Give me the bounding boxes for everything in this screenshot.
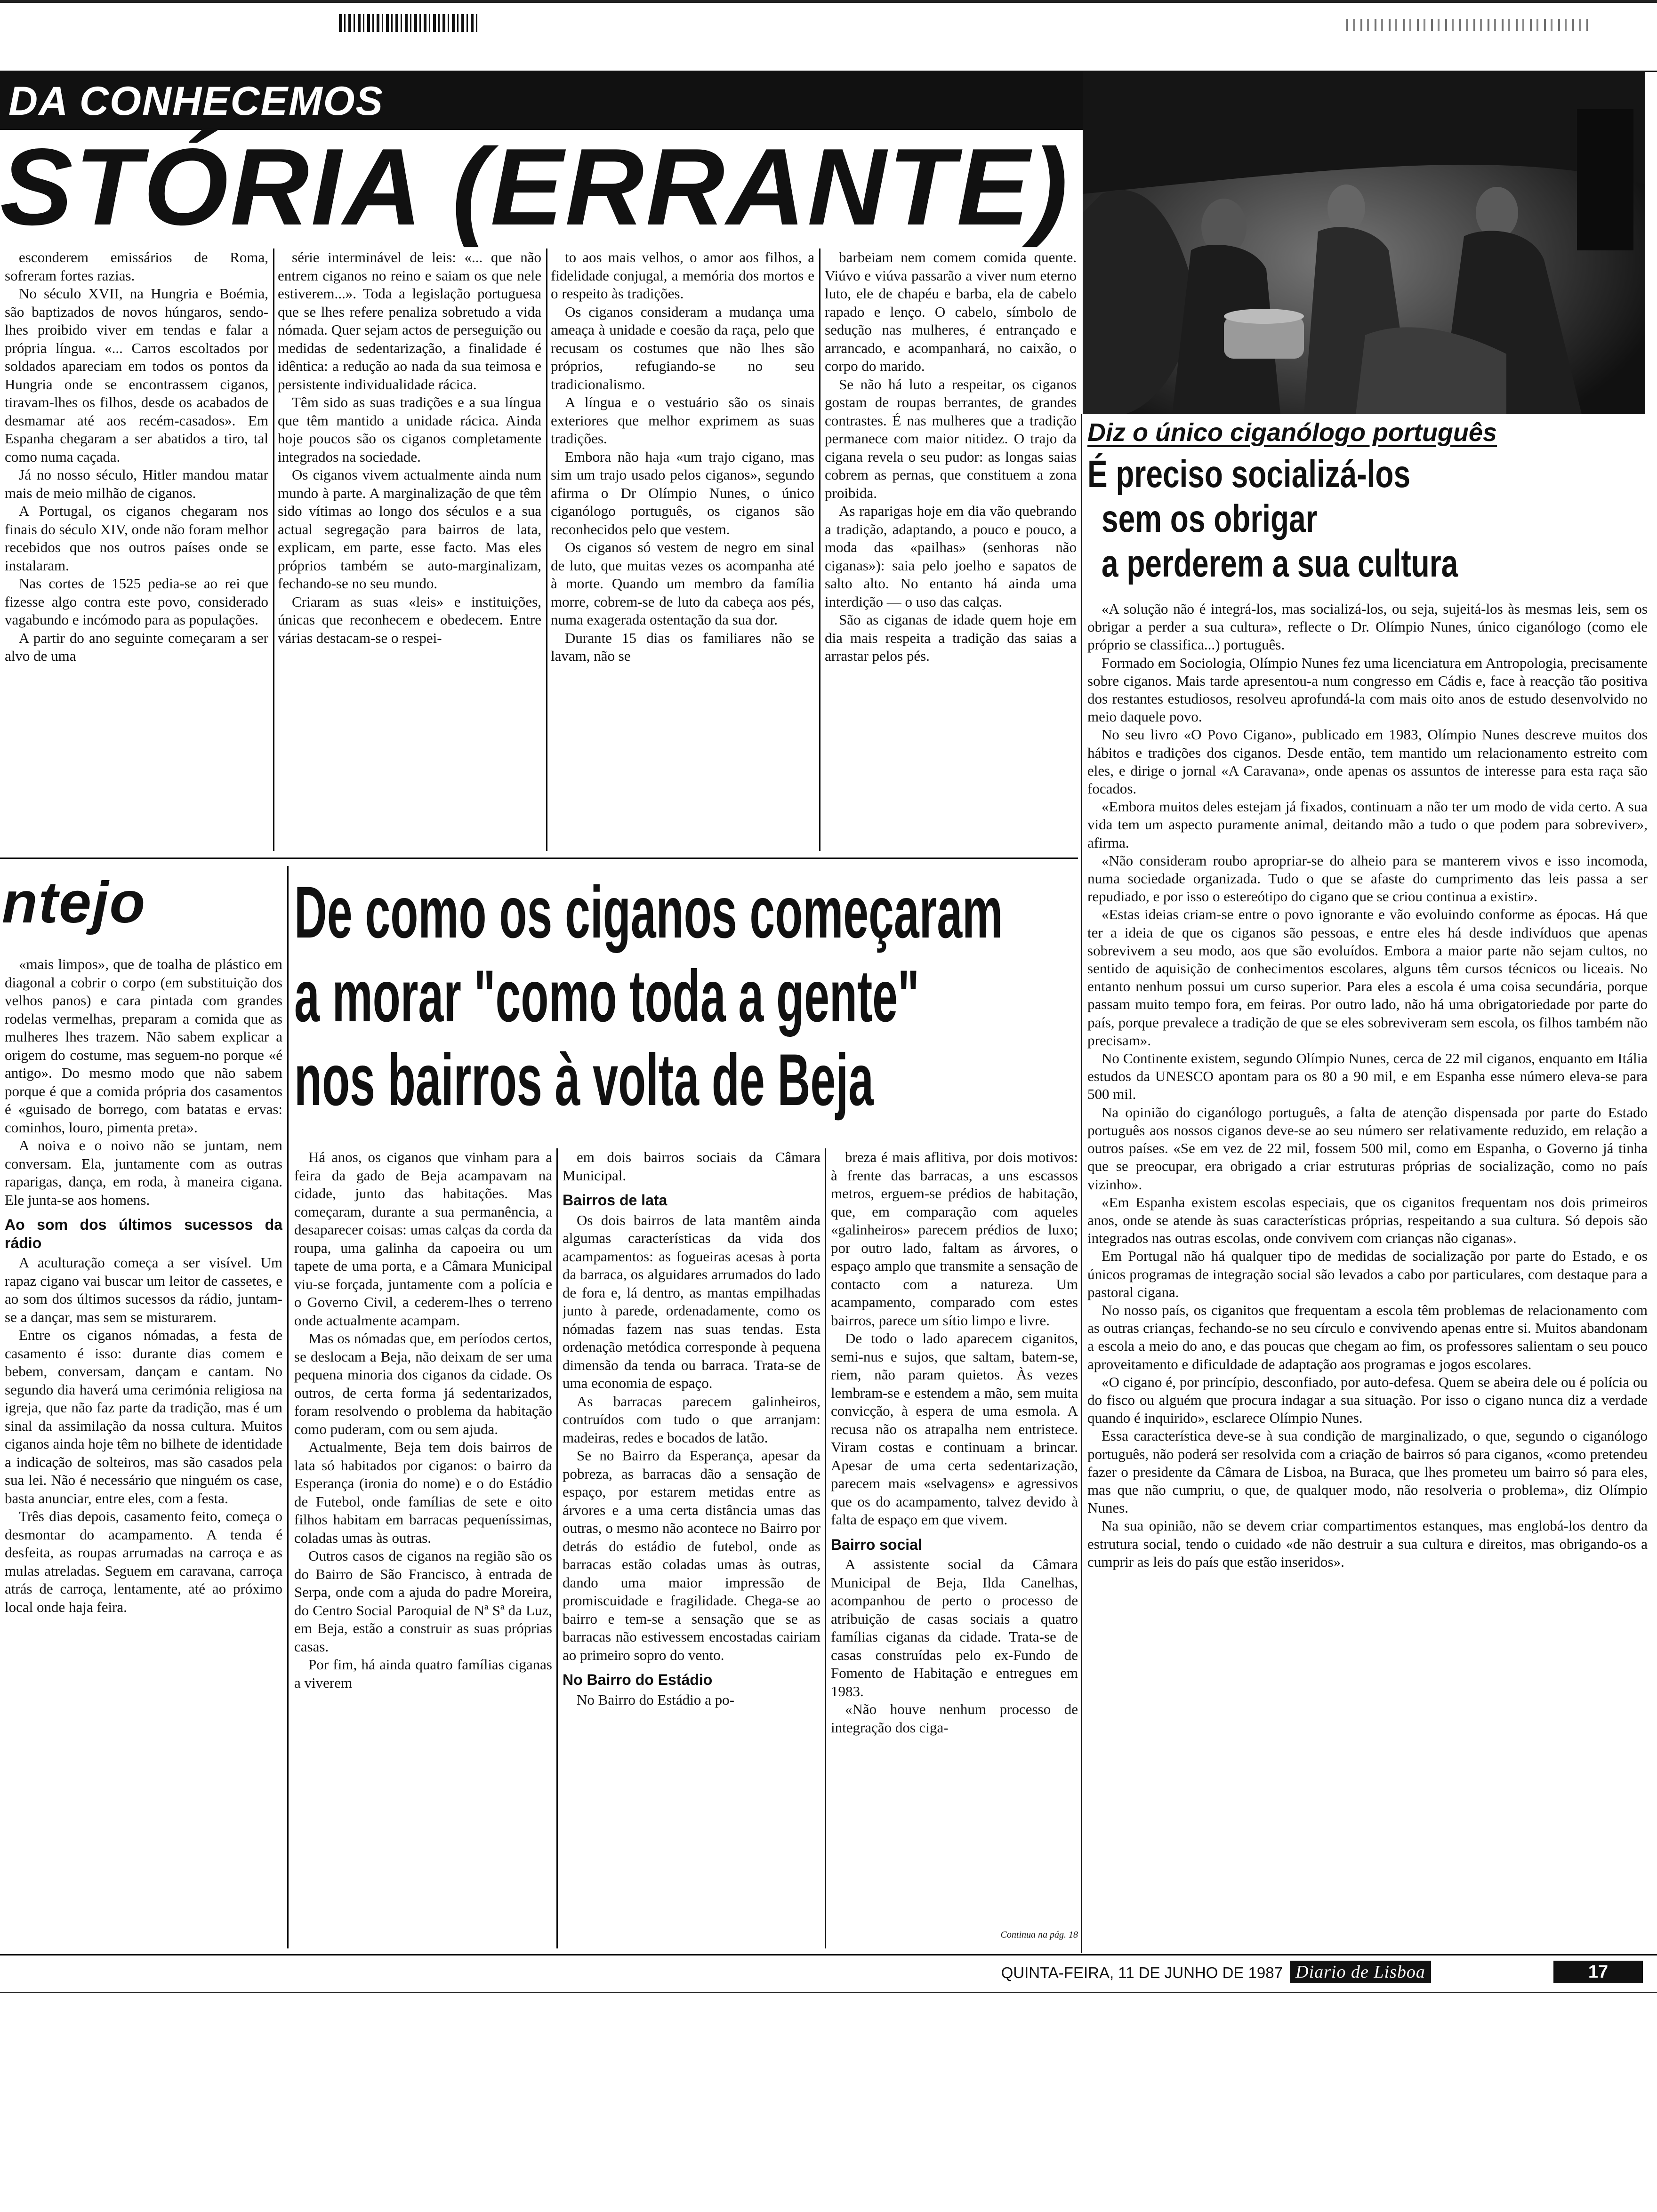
right-article-kicker: Diz o único ciganólogo português [1087,418,1497,447]
column-rule [546,248,547,851]
subheading: Bairro social [831,1536,922,1553]
paragraph: A Portugal, os ciganos chegaram nos finais do século XIV, onde não foram melhor recebidos que nos outros países onde se instalaram. [5,503,268,574]
paragraph: «mais limpos», que de toalha de plástico em diagonal a cobrir o corpo (em substituição dos velhos panos) e cara pintada com grandes rodelas vermelhas, preparam a comida que as mulheres lhes trazem. Não sabem explicar a origem do costume, mas seguem-no porque «é antigo». Do mesmo modo que não sabem porque é que a comida própria dos casamentos é «guisado de borrego, com batatas e ervas: cominhos, louro, pimenta preta». [5,956,282,1136]
top-right-scan-mark [1346,19,1591,31]
paragraph: No século XVII, na Hungria e Boémia, são baptizados de novos húngaros, sendo-lhes proibido viver em tendas e falar a própria língua. «... Carros escoltados por soldados apareciam em todos os pontos da Hungria onde se encontrassem ciganos, tiravam-lhes os filhos, desde os acabados de desmamar até aos recém-casados». Em Espanha chegaram a ser abatidos a tiro, tal como numa caçada. [5,285,268,465]
beja-headline-line-3: nos bairros à volta de Beja [294,1039,874,1121]
newspaper-name: Diario de Lisboa [1295,1962,1425,1982]
paragraph: Outros casos de ciganos na região são os do Bairro de São Francisco, à entrada de Serpa, onde com a ajuda do padre Moreira, do Centro Social Paroquial de Nª Sª da Luz, em Beja, estão a construir as suas próprias casas. [294,1547,552,1655]
paragraph: em dois bairros sociais da Câmara Municipal. [563,1149,820,1184]
paragraph: Entre os ciganos nómadas, a festa de casamento é isso: durante dias comem e bebem, conversam, dançam e cantam. No segundo dia haverá uma cerimónia religiosa na igreja, que não faz parte da tradição, mas é um sinal da assimilação da nossa cultura. Muitos ciganos ainda hoje têm no bilhete de identidade a indicação de solteiros, mas são casados pela sua lei. Não é necessário que ninguém os case, basta anunciar, entre eles, com a festa. [5,1327,282,1507]
paragraph: No seu livro «O Povo Cigano», publicado em 1983, Olímpio Nunes descreve muitos dos hábitos e tradições dos ciganos. Desde então, tem mantido um relacionamento estreito com eles, e dirige o jornal «A Caravana», onde apenas os assuntos de interesse para esta raça são focados. [1087,726,1648,797]
paragraph: Têm sido as suas tradições e a sua língua que têm mantido a unidade rácica. Ainda hoje poucos são os ciganos completamente integrados na sociedade. [278,394,541,465]
gypsy-women-photo [1083,72,1645,414]
right-headline-line-2: sem os obrigar [1102,497,1318,540]
paragraph: Os ciganos consideram a mudança uma ameaça à unidade e coesão da raça, pelo que recusam os costumes que não lhes são próprios, refugiando-se no seu tradicionalismo. [551,303,814,393]
footer-rule [0,1954,1657,1956]
paragraph: Os dois bairros de lata mantêm ainda algumas características da vida dos acampamentos: as fogueiras acesas à porta da barraca, os alguidares arrumados do lado de fora e, lá dentro, as mantas empilhadas junto à parede, ordenadamente, como os nómadas fazem nas suas tendas. Esta ordenação metódica corresponde à pequena dimensão da tenda ou barraca. Trata-se de uma economia de espaço. [563,1211,820,1391]
beja-column-3 [831,1148,1078,1930]
paragraph: As barracas parecem galinheiros, contruídos com tudo o que arranjam: madeiras, redes e bocados de latão. [563,1393,820,1446]
paragraph: «A solução não é integrá-los, mas socializá-los, ou seja, sujeitá-los às mesmas leis, sem os obrigar a perder a sua cultura», reflecte o Dr. Olímpio Nunes, único ciganólogo (como ele próprio se classifica...) português. [1087,601,1648,653]
column-rule [556,1148,558,1948]
ntejo-column [5,955,282,1948]
paragraph: Na sua opinião, não se devem criar compartimentos estanques, mas englobá-los dentro da estrutura social, tendo o cuidado «de não destruir a sua cultura e direitos, mas obrigando-os a cumprir as leis do país que estão inseridos». [1087,1517,1648,1570]
column-rule [819,248,820,851]
paragraph: Mas os nómadas que, em períodos certos, se deslocam a Beja, não deixam de ser uma pequena minoria dos ciganos da cidade. Os outros, de certa forma já sedentarizados, foram resolvendo o problema da habitação como puderam, com ou sem ajuda. [294,1330,552,1437]
section-band [0,72,1083,130]
paragraph: Já no nosso século, Hitler mandou matar mais de meio milhão de ciganos. [5,466,268,501]
paragraph: Três dias depois, casamento feito, começa o desmontar do acampamento. A tenda é desfeita, as roupas arrumadas na carroça e as mulas atreladas. Seguem em caravana, carroça atrás de carroça, lentamente, até ao próximo local onde haja feira. [5,1508,282,1615]
footer-date: QUINTA-FEIRA, 11 DE JUNHO DE 1987 [1001,1964,1283,1981]
beja-headline [294,871,1076,1134]
paragraph: Em Portugal não há qualquer tipo de medidas de socialização por parte do Estado, e os únicos programas de integração social são levados a cabo por particulares, com destaque para a pastoral cigana. [1087,1248,1648,1300]
paragraph: to aos mais velhos, o amor aos filhos, a fidelidade conjugal, a memória dos mortos e o respeito às tradições. [551,249,814,302]
paragraph: Durante 15 dias os familiares não se lavam, não se [551,629,814,664]
paragraph: No nosso país, os ciganitos que frequentam a escola têm problemas de relacionamento com as outras crianças, fechando-se no seu círculo e convivendo apenas entre si. Muitos abandonam a escola a meio do ano, e das poucas que chegam ao fim, os professores salientam o seu pouco aproveitamento e dificuldade de adaptação aos programas e jogos escolares. [1087,1301,1648,1372]
right-article-headline [1087,452,1650,593]
paragraph: De todo o lado aparecem ciganitos, semi-nus e sujos, que saltam, batem-se, riem, não param quietos. Às vezes lembram-se e estendem a mão, sem muita convicção, à espera de uma esmola. A recusa não os atrapalha nem entristece. Viram costas e continuam a brincar. Apesar de uma certa sedentarização, parecem mais «selvagens» e agressivos que os do acampamento, talvez devido à falta de espaço em que vivem. [831,1330,1078,1528]
paragraph: A partir do ano seguinte começaram a ser alvo de uma [5,629,268,664]
paragraph: Essa característica deve-se à sua condição de marginalizado, o que, segundo o ciganólogo português, não poderá ser resolvida com a criação de bairros só para ciganos, «como pretendeu fazer o presidente da Câmara de Lisboa, na Buraca, que lhes prometeu um bairro só para eles, mas que não cumpriu, o que, de qualquer modo, não resolveria o problema», diz Olímpio Nunes. [1087,1427,1648,1516]
paragraph: breza é mais aflitiva, por dois motivos: à frente das barracas, a uns escassos metros, erguem-se prédios de habitação, que, em comparação com aqueles «galinheiros» parecem prédios de luxo; por outro lado, faltam as árvores, o espaço amplo que transmite a sensação de contacto com a natureza. Um acampamento, comparado com estes bairros, parece um sítio limpo e livre. [831,1149,1078,1329]
paragraph: Na opinião do ciganólogo português, a falta de atenção dispensada por parte do Estado português aos nossos ciganos deve-se ao seu número ser relativamente reduzido, em relação a outros países. «Se em vez de 22 mil, fossem 500 mil, como em Espanha, o Governo já tinha que se preocupar, era obrigado a criar estruturas próprias de socialização, como no país vizinho». [1087,1104,1648,1193]
paragraph: No Continente existem, segundo Olímpio Nunes, cerca de 22 mil ciganos, enquanto em Itália estudos da UNESCO apontam para os 80 a 90 mil, e em Espanha esse número eleva-se para 500 mil. [1087,1050,1648,1103]
subheading: No Bairro do Estádio [563,1671,713,1688]
paragraph: As raparigas hoje em dia vão quebrando a tradição, adaptando, a pouco e pouco, a moda das «pailhas» (senhoras não ciganas»): saia pelo joelho e sapatos de salto alto. No entanto há ainda uma interdição — o uso das calças. [825,503,1077,610]
paragraph: Actualmente, Beja tem dois bairros de lata só habitados por ciganos: o bairro da Esperança (ironia do nome) e o do Estádio de Futebol, onde famílias de sete e oito filhos habitam em barracas pequeníssimas, coladas umas às outras. [294,1439,552,1546]
history-column-2 [278,248,541,860]
beja-headline-line-2: a morar "como toda a gente" [294,955,919,1037]
paragraph: A língua e o vestuário são os sinais exteriores que melhor exprimem as suas tradições. [551,394,814,447]
column-rule [287,866,289,1948]
paragraph: série interminável de leis: «... que não entrem ciganos no reino e saiam os que nele estiverem...». Toda a legislação portuguesa que se lhes refere penaliza sobretudo a vida nómada. Quer sejam actos de perseguição ou medidas de sedentarização, a finalidade é idêntica: a redução ao nada da sua teimosa e persistente individualidade rácica. [278,249,541,393]
history-column-1 [5,248,268,860]
paragraph: esconderem emissários de Roma, sofreram fortes razias. [5,249,268,284]
subheading: Bairros de lata [563,1192,668,1209]
paragraph: A assistente social da Câmara Municipal de Beja, Ilda Canelhas, acompanhou de perto o processo de atribuição de casas sociais a quatro famílias ciganas da cidade. Trata-se de casas construídas pelo ex-Fundo de Fomento de Habitação e entregues em 1983. [831,1556,1078,1699]
right-headline-line-1: É preciso socializá-los [1087,453,1411,496]
page-number-box [1553,1961,1643,1983]
paragraph: Se no Bairro da Esperança, apesar da pobreza, as barracas dão a sensação de espaço, por estarem metidas entre as árvores e a uma certa distância umas das outras, o mesmo não acontece no Bairro por detrás do estádio de futebol, onde as barracas estão coladas umas às outras, dando uma maior impressão de promiscuidade e fragilidade. Chega-se ao bairro e tem-se a sensação que se as barracas não estivessem encostadas cairiam ao primeiro sopro do vento. [563,1447,820,1663]
paragraph: «Não houve nenhum processo de integração dos ciga- [831,1701,1078,1736]
paragraph: A noiva e o noivo não se juntam, nem conversam. Ela, juntamente com as outras raparigas, dança, em roda, à maneira cigana. Ele junta-se aos homens. [5,1137,282,1208]
beja-column-2 [563,1148,820,1948]
paragraph: São as ciganas de idade quem hoje em dia mais respeita a tradição das saias a arrastar pelos pés. [825,611,1077,664]
paragraph: Os ciganos vivem actualmente ainda num mundo à parte. A marginalização de que têm sido vítimas ao longo dos séculos e a sua actual segregação para bairros de lata, explicam, em parte, esse facto. Mas eles próprios também se auto-marginalizam, fechando-se no seu mundo. [278,466,541,592]
history-column-3 [551,248,814,860]
history-column-4 [825,248,1077,860]
right-article-body [1087,600,1648,1913]
page-number: 17 [1588,1962,1609,1982]
paragraph: Se não há luto a respeitar, os ciganos gostam de roupas berrantes, de grandes contrastes. É nas mulheres que a tradição permanece com maior nitidez. O trajo da cigana revela o seu pudor: as longas saias cobrem as pernas, que constituem a zona proibida. [825,376,1077,501]
right-article-border [1081,414,1082,1953]
newspaper-logo [1290,1961,1431,1983]
paragraph: «O cigano é, por princípio, desconfiado, por auto-defesa. Quem se abeira dele ou é polícia ou do fisco ou alguém que procura indagar a sua situação. Por isso o cigano nunca diz a verdade quando é inquirido», esclarece Olímpio Nunes. [1087,1373,1648,1427]
beja-column-1 [294,1148,552,1948]
column-rule [273,248,274,851]
column-rule [825,1148,826,1948]
paragraph: Os ciganos só vestem de negro em sinal de luto, que muitas vezes os acompanha até à morte. Quando um membro da família morre, cobrem-se de luto da cabeça aos pés, numa exagerada ostentação da sua dor. [551,539,814,628]
paragraph: No Bairro do Estádio a po- [577,1691,734,1708]
paragraph: barbeiam nem comem comida quente. Viúvo e viúva passarão a viver num eterno luto, ele de chapéu e barba, ela de cabelo rapado e lenço. O cabelo, símbolo de sedução nas mulheres, é entrançado e arrancado, e acompanhará, no caixão, o corpo do marido. [825,249,1077,374]
paragraph: Criaram as suas «leis» e instituições, únicas que reconhecem e obedecem. Entre várias destacam-se o respei- [278,593,541,646]
paragraph: Nas cortes de 1525 pedia-se ao rei que fizesse algo contra este povo, considerado vagabundo e incómodo para as populações. [5,575,268,628]
continued-note: Continua na pág. 18 [1000,1930,1078,1940]
right-headline-line-3: a perderem a sua cultura [1102,542,1458,585]
section-band-label: DA CONHECEMOS [8,79,384,124]
paragraph: Por fim, há ainda quatro famílias ciganas a viverem [294,1656,552,1691]
paragraph: «Não consideram roubo apropriar-se do alheio para se manterem vivos e isso incomoda, numa sociedade organizada. Tudo o que se afaste do cumprimento das leis passa a ser repudiado, e por isso o estereótipo do cigano que se criou continua a existir». [1087,852,1648,905]
paragraph: Formado em Sociologia, Olímpio Nunes fez uma licenciatura em Antropologia, precisamente sobre ciganos. Mais tarde apresentou-a num congresso em Cádis e, face à reacção tão positiva dos restantes estudiosos, resolveu aprofundá-la com mais oito anos de estudo desenvolvido no meio daquele povo. [1087,654,1648,725]
photo-image [1083,72,1645,414]
paragraph: «Embora muitos deles estejam já fixados, continuam a não ter um modo de vida certo. A sua vida tem um aspecto puramente animal, deitando mão a tudo o que podem para sobreviver», afirma. [1087,798,1648,851]
main-headline: STÓRIA (ERRANTE) [0,126,1070,248]
paragraph: Embora não haja «um trajo cigano, mas sim um trajo usado pelos ciganos», segundo afirma o Dr Olímpio Nunes, o único ciganólogo português, os ciganos são reconhecidos pelo que vestem. [551,448,814,537]
top-scan-edge [0,0,1657,3]
paragraph: «Em Espanha existem escolas especiais, que os ciganitos frequentam nos dois primeiros anos, onde se atende às suas características próprias, respeitando a sua cultura. Só depois são integrados nas outras escolas, onde convivem com crianças não ciganas». [1087,1194,1648,1247]
beja-headline-line-1: De como os ciganos começaram [294,872,1003,954]
bottom-section-rule [0,858,1078,859]
paragraph: «Estas ideias criam-se entre o povo ignorante e vão evoluindo conforme as épocas. Há que ter a ideia de que os ciganos são pessoas, e entre eles há desde indivíduos que apenas sobrevivem a seu modo, aos que são evoluídos. Embora a maior parte não sejam cultos, no sentido de aquisição de conhecimentos escolares, alguns têm cursos técnicos ou liceais. No entanto nenhum possui um curso superior. Para eles a escola é uma coisa secundária, porque passam muito tempo fora, em feiras. Por outro lado, não há uma obrigatoriedade por parte do país, porque prevalece a tradição de que se eles sobreviveram sem escola, os filhos também não precisam». [1087,906,1648,1049]
section-title: ntejo [2,870,146,935]
footer-bottom-rule [0,1992,1657,1993]
top-left-barcode [339,14,480,32]
paragraph: Há anos, os ciganos que vinham para a feira da gado de Beja acampavam na cidade, junto das habitações. Mas começaram, durante a sua permanência, a desaparecer coisas: umas calças da corda da roupa, uma galinha da capoeira ou um tapete de uma porta, e a Câmara Municipal viu-se forçada, juntamente com a polícia e o Governo Civil, a cederem-lhes o terreno onde actualmente acampam. [294,1149,552,1329]
paragraph: A aculturação começa a ser visível. Um rapaz cigano vai buscar um leitor de cassetes, e ao som dos últimos sucessos da rádio, juntam-se a dançar, mas sem se misturarem. [5,1254,282,1325]
subheading: Ao som dos últimos sucessos da rádio [5,1216,282,1251]
